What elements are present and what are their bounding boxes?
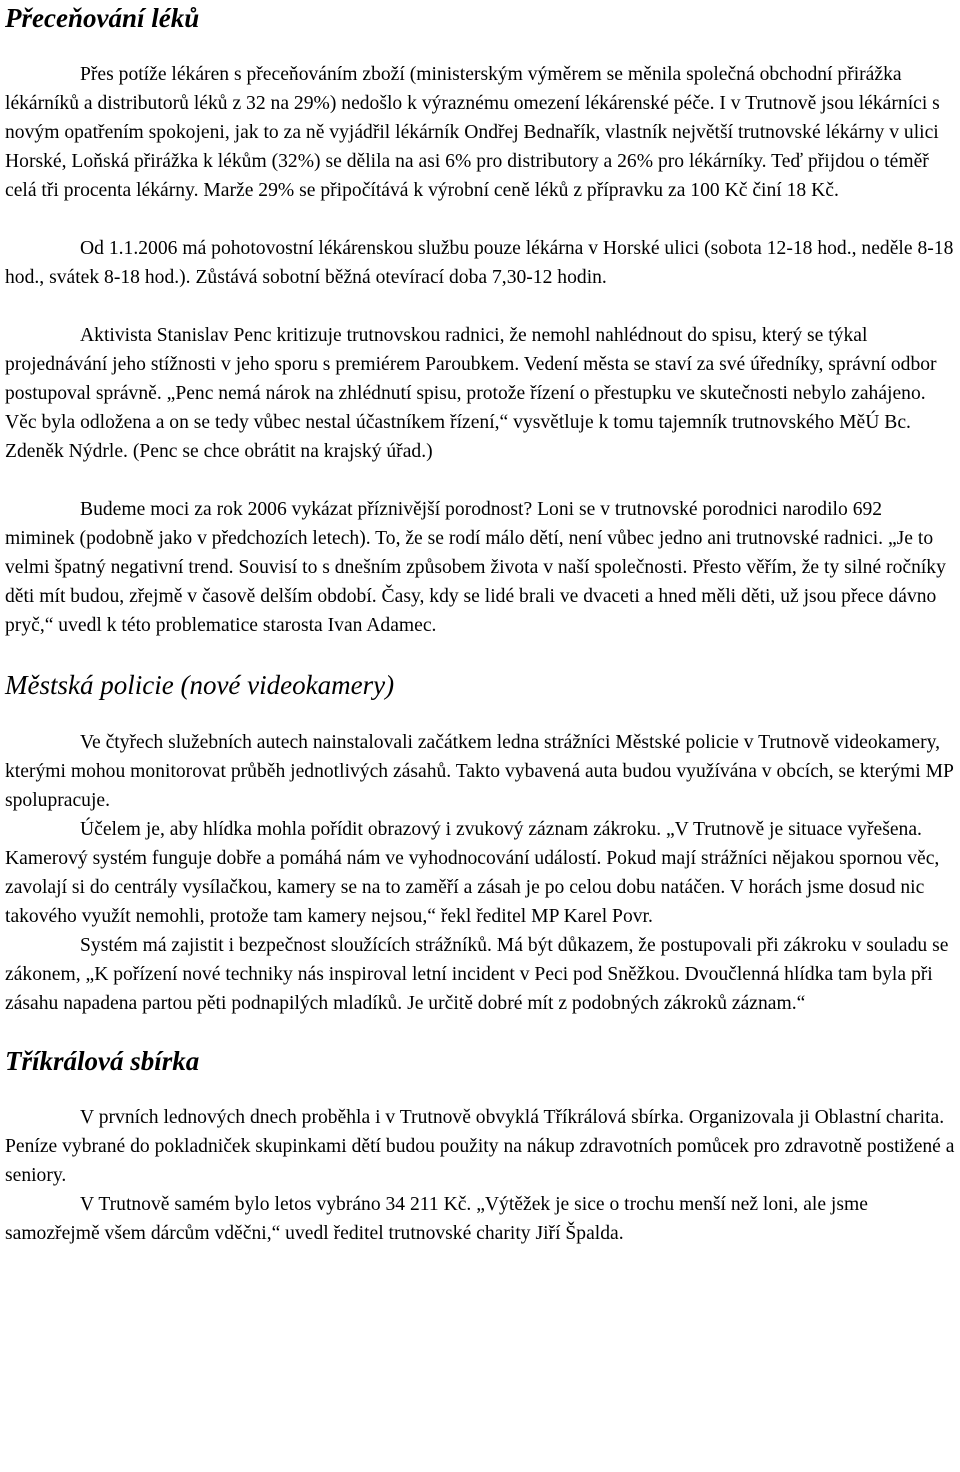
- paragraph-birth-rate: Budeme moci za rok 2006 vykázat příznivější porodnost? Loni se v trutnovské porodnici narodilo 692 miminek (podobně jako v předchozích letech). To, že se rodí málo dětí, není vůbec jedno ani trutnovské radnici. „Je to velmi špatný negativní trend. Souvisí to s dnešním způsobem života v naší společnosti. Přesto věřím, že ty silné ročníky děti mít budou, zřejmě v časově delším období. Časy, kdy se lidé brali ve dvaceti a hned měli děti, už jsou přece dávno pryč,“ uvedl k této problematice starosta Ivan Adamec.: [5, 499, 946, 636]
- paragraph-pharmacy-markup: Přes potíže lékáren s přeceňováním zboží (ministerským výměrem se měnila společná obchodní přirážka lékárníků a distributorů léků z 32 na 29%) nedošlo k výraznému omezení lékárenské péče. I v Trutnově jsou lékárníci s novým opatřením spokojeni, jak to za ně vyjádřil lékárník Ondřej Bednařík, vlastník největší trutnovské lékárny v ulici Horské, Loňská přirážka k lékům (32%) se dělila na asi 6% pro distributory a 26% pro lékárníky. Teď přijdou o téměř celá tři procenta lékárny. Marže 29% se připočítává k výrobní ceně léků z přípravku za 100 Kč činí 18 Kč.: [5, 64, 940, 201]
- section-heading-city-police: Městská policie (nové videokamery): [5, 670, 395, 700]
- document-page: [0, 2, 960, 1472]
- paragraph-collection-result: V Trutnově samém bylo letos vybráno 34 211 Kč. „Výtěžek je sice o trochu menší než loni, ale jsme samozřejmě všem dárcům vděčni,“ uvedl ředitel trutnovské charity Jiří Špalda.: [5, 1194, 868, 1244]
- paragraph-police-safety: Systém má zajistit i bezpečnost sloužících strážníků. Má být důkazem, že postupovali při zákroku v souladu se zákonem, „K pořízení nové techniky nás inspiroval letní incident v Peci pod Sněžkou. Dvoučlenná hlídka tam byla při zásahu napadena partou pěti podnapilých mladíků. Je určitě dobré mít z podobných zákroků záznam.“: [5, 935, 949, 1014]
- paragraph-police-cameras: Ve čtyřech služebních autech nainstalovali začátkem ledna strážníci Městské policie v Trutnově videokamery, kterými mohou monitorovat průběh jednotlivých zásahů. Takto vybavená auta budou využívána v obcích, se kterými MP spolupracuje.: [5, 732, 954, 811]
- paragraph-collection-intro: V prvních lednových dnech proběhla i v Trutnově obvyklá Tříkrálová sbírka. Organizovala ji Oblastní charita. Peníze vybrané do pokladniček skupinkami dětí budou použity na nákup zdravotních pomůcek pro zdravotně postižené a seniory.: [5, 1107, 955, 1186]
- paragraph-activist-penc: Aktivista Stanislav Penc kritizuje trutnovskou radnici, že nemohl nahlédnout do spisu, který se týkal projednávání jeho stížnosti v jeho sporu s premiérem Paroubkem. Vedení města se staví za své úředníky, správní odbor postupoval správně. „Penc nemá nárok na zhlédnutí spisu, protože řízení o přestupku ve skutečnosti nebylo zahájeno. Věc byla odložena a on se tedy vůbec nestal účastníkem řízení,“ vysvětluje k tomu tajemník trutnovského MěÚ Bc. Zdeněk Nýdrle. (Penc se chce obrátit na krajský úřad.): [5, 325, 937, 462]
- paragraph-emergency-pharmacy: Od 1.1.2006 má pohotovostní lékárenskou službu pouze lékárna v Horské ulici (sobota 12-18 hod., neděle 8-18 hod., svátek 8-18 hod.). Zůstává sobotní běžná otevírací doba 7,30-12 hodin.: [5, 238, 954, 288]
- paragraph-police-purpose: Účelem je, aby hlídka mohla pořídit obrazový i zvukový záznam zákroku. „V Trutnově je situace vyřešena. Kamerový systém funguje dobře a pomáhá nám ve vyhodnocování událostí. Pokud mají strážníci nějakou spornou věc, zavolají si do centrály vysílačkou, kamery se na to zaměří a zásah je po celou dobu natáčen. V horách jsme dosud nic takového využít nemohli, protože tam kamery nejsou,“ řekl ředitel MP Karel Povr.: [5, 819, 940, 927]
- section-heading-drug-pricing: Přeceňování léků: [5, 3, 200, 33]
- section-heading-three-kings-collection: Tříkrálová sbírka: [5, 1046, 200, 1076]
